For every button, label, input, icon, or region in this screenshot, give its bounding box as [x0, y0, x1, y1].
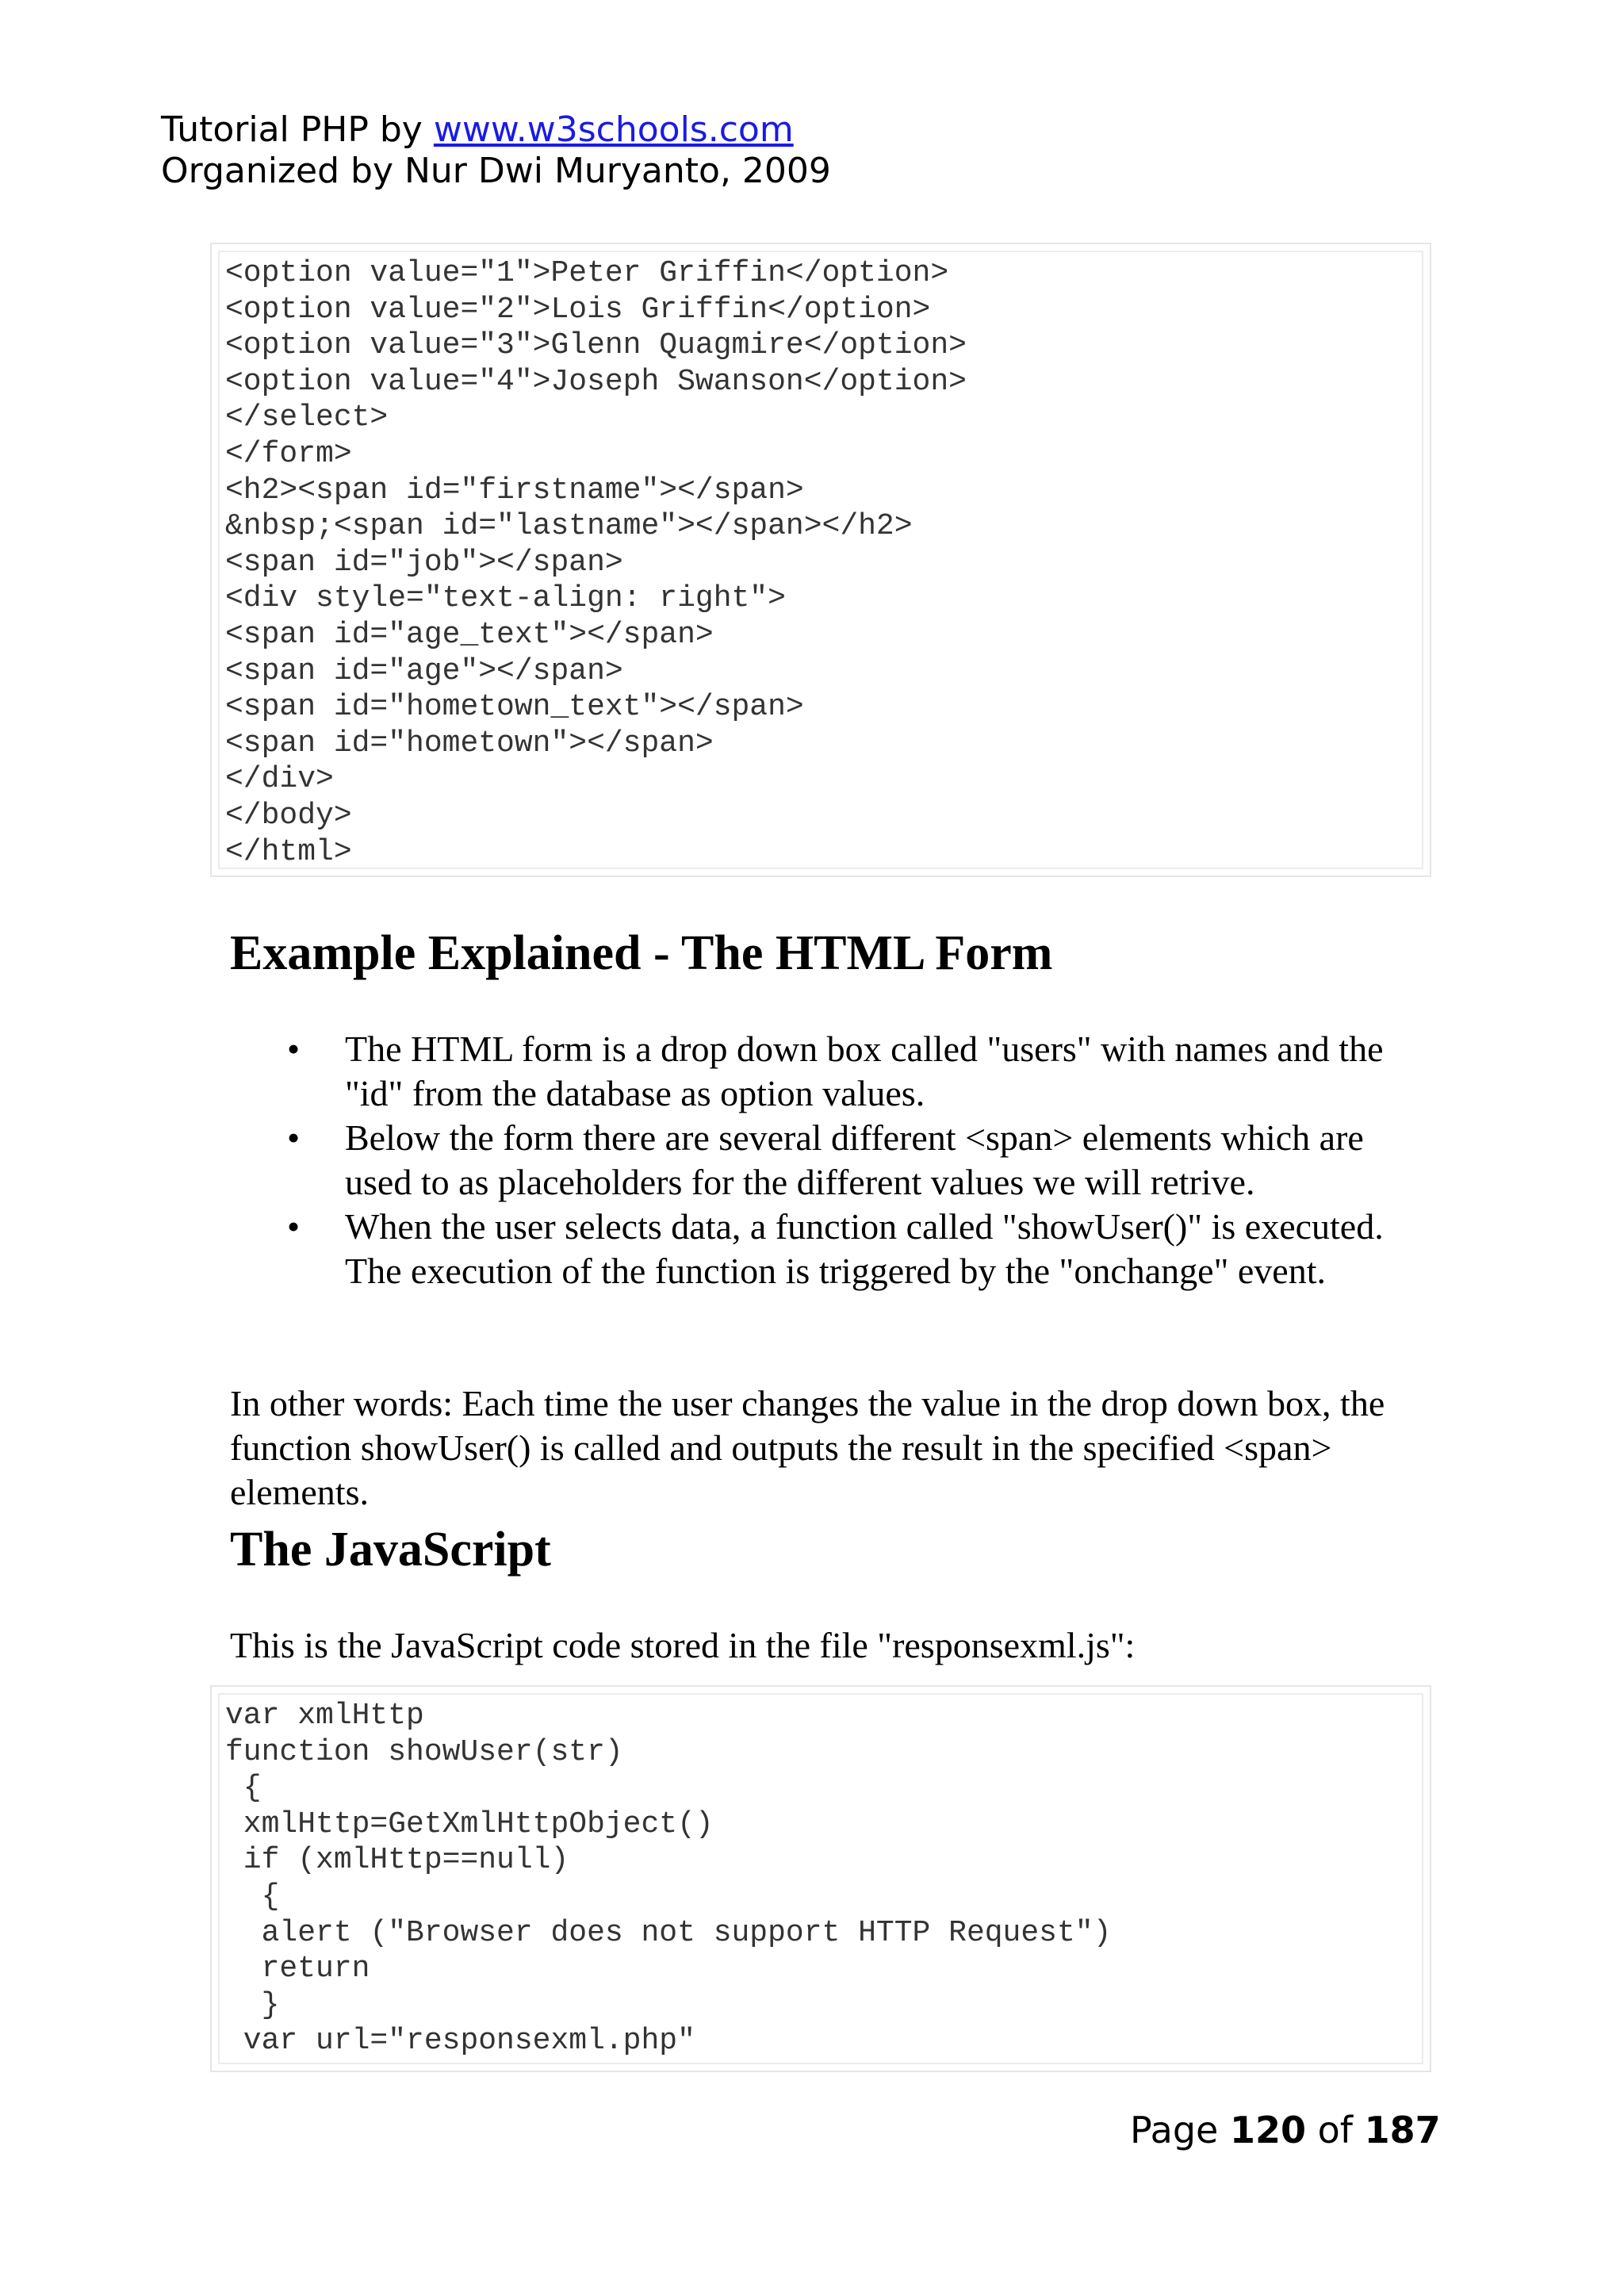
footer-total-pages: 187: [1364, 2109, 1441, 2151]
list-item: [230, 1205, 1419, 1293]
code-line: <span id="hometown_text"></span>: [225, 690, 804, 725]
code-line: var url="responsexml.php": [225, 2024, 695, 2059]
header-line-2: Organized by Nur Dwi Muryanto, 2009: [161, 151, 831, 191]
list-item-text: When the user selects data, a function called "showUser()" is executed. The execution of the function is triggered by the "onchange" event.: [345, 1206, 1384, 1291]
code-line: var xmlHttp: [225, 1699, 424, 1733]
code-block-javascript: [210, 1685, 1431, 2072]
code-line: <option value="1">Peter Griffin</option>: [225, 256, 949, 290]
code-line: </form>: [225, 436, 352, 471]
code-line: &nbsp;<span id="lastname"></span></h2>: [225, 509, 913, 544]
code-line: </div>: [225, 762, 334, 797]
footer-of-word: of: [1317, 2109, 1353, 2151]
bullet-icon: •: [287, 1029, 301, 1069]
bullet-icon: •: [287, 1206, 301, 1247]
footer-page-number: 120: [1230, 2109, 1307, 2151]
code-line: function showUser(str): [225, 1734, 623, 1769]
code-line: </select>: [225, 400, 389, 435]
code-line: </html>: [225, 834, 352, 869]
code-line: </body>: [225, 798, 352, 833]
bullet-icon: •: [287, 1117, 301, 1158]
code-line: }: [225, 1987, 280, 2022]
explanation-list: [230, 1027, 1419, 1293]
code-line: <option value="2">Lois Griffin</option>: [225, 292, 931, 327]
code-listing-html: [225, 255, 1416, 870]
section-heading-javascript: The JavaScript: [230, 1523, 551, 1577]
list-item: [230, 1027, 1419, 1116]
w3schools-link[interactable]: www.w3schools.com: [433, 109, 794, 150]
code-line: if (xmlHttp==null): [225, 1843, 569, 1878]
header-prefix: Tutorial PHP by: [161, 109, 434, 150]
code-line: return: [225, 1952, 370, 1987]
section-heading-html-form: Example Explained - The HTML Form: [230, 926, 1053, 980]
code-block-html: [210, 243, 1431, 877]
code-line: alert ("Browser does not support HTTP Request"): [225, 1915, 1112, 1950]
code-line: <span id="job"></span>: [225, 545, 623, 580]
page-footer: [1130, 2108, 1441, 2152]
code-line: <span id="age"></span>: [225, 653, 623, 688]
list-item-text: Below the form there are several different <span> elements which are used to as placeholders for the different values we will retrive.: [345, 1117, 1364, 1202]
code-line: <option value="3">Glenn Quagmire</option>: [225, 328, 967, 363]
code-line: {: [225, 1771, 262, 1806]
code-listing-javascript: [225, 1698, 1416, 2059]
code-block-javascript-inner: [218, 1693, 1423, 2064]
list-item-text: The HTML form is a drop down box called "users" with names and the "id" from the database as option values.: [345, 1029, 1384, 1113]
code-block-html-inner: [218, 251, 1423, 869]
paragraph-in-other-words: In other words: Each time the user changes the value in the drop down box, the function showUser() is called and outputs the result in the specified <span> elements.: [230, 1383, 1385, 1512]
code-line: <div style="text-align: right">: [225, 581, 786, 616]
code-line: <span id="hometown"></span>: [225, 726, 714, 761]
code-line: <option value="4">Joseph Swanson</option>: [225, 364, 967, 399]
code-line: <span id="age_text"></span>: [225, 617, 714, 652]
code-line: {: [225, 1879, 280, 1914]
footer-page-word: Page: [1130, 2109, 1219, 2151]
code-line: xmlHttp=GetXmlHttpObject(): [225, 1806, 714, 1841]
code-line: <h2><span id="firstname"></span>: [225, 473, 804, 508]
list-item: [230, 1116, 1419, 1205]
paragraph-js-intro: This is the JavaScript code stored in the file "responsexml.js":: [230, 1625, 1136, 1665]
page-header: [161, 109, 831, 192]
header-line-1: [161, 109, 831, 151]
